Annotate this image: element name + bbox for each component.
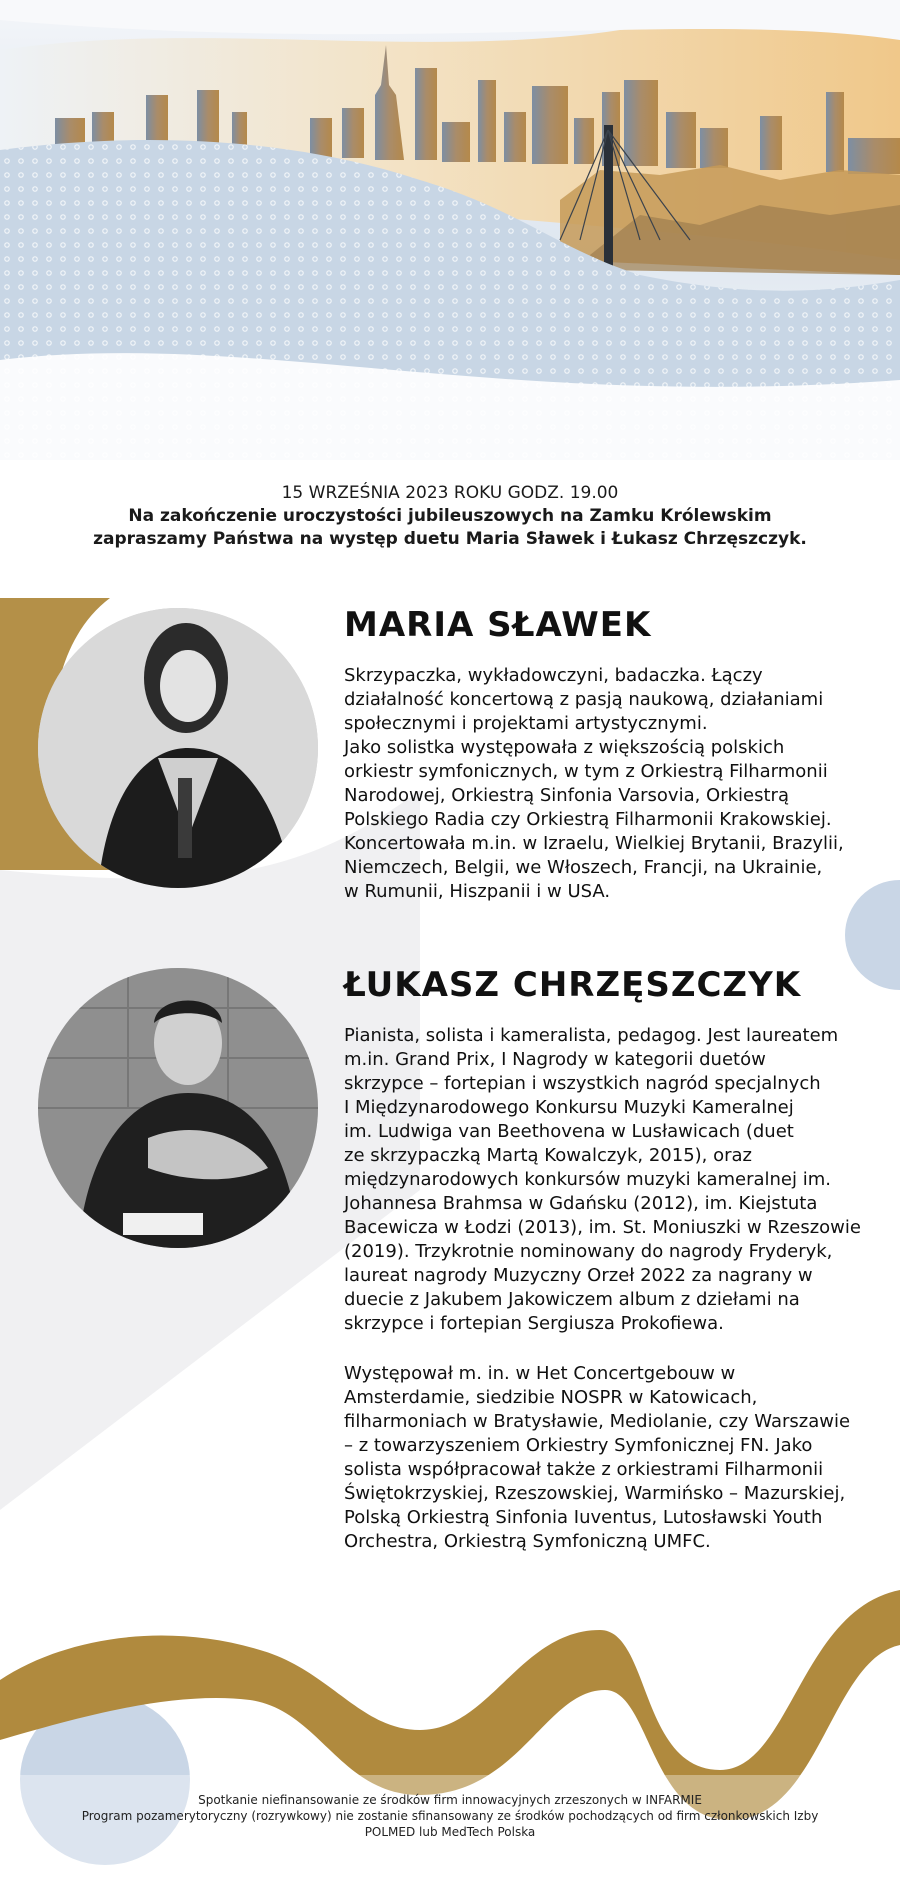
lukasz-chrzeszczyk-photo — [38, 968, 318, 1248]
bio-line: Niemczech, Belgii, we Włoszech, Francji, na Ukrainie, — [344, 857, 823, 878]
footer-line-3: POLMED lub MedTech Polska — [364, 1825, 536, 1839]
bio-line: społecznymi i projektami artystycznymi. — [344, 713, 708, 734]
bio-line: skrzypce i fortepian Sergiusza Prokofiewa. — [344, 1313, 724, 1334]
event-intro-line-1: Na zakończenie uroczystości jubileuszowych na Zamku Królewskim — [128, 506, 772, 526]
footer-decoration — [0, 1570, 900, 1900]
bio-line: w Rumunii, Hiszpanii i w USA. — [344, 881, 611, 902]
bio-line: międzynarodowych konkursów muzyki kameralnej im. — [344, 1169, 831, 1190]
bio-line: Polskiego Radia czy Orkiestrą Filharmonii Krakowskiej. — [344, 809, 832, 830]
bio-line: Pianista, solista i kameralista, pedagog. Jest laureatem — [344, 1025, 839, 1046]
bio-line: Narodowej, Orkiestrą Sinfonia Varsovia, Orkiestrą — [344, 785, 789, 806]
bio-line: Występował m. in. w Het Concertgebouw w — [344, 1363, 736, 1384]
bio-line: Koncertowała m.in. w Izraelu, Wielkiej Brytanii, Brazylii, — [344, 833, 844, 854]
artist-bio-lukasz — [344, 1024, 884, 1336]
bio-line: Jako solistka występowała z większością polskich — [344, 737, 785, 758]
event-intro — [0, 482, 900, 551]
bio-line: działalność koncertową z pasją naukową, działaniami — [344, 689, 824, 710]
bio-line: Skrzypaczka, wykładowczyni, badaczka. Łączy — [344, 665, 763, 686]
bio-line: Orchestra, Orkiestrą Symfoniczną UMFC. — [344, 1531, 711, 1552]
event-date: 15 WRZEŚNIA 2023 ROKU GODZ. 19.00 — [281, 483, 619, 503]
footer-line-2: Program pozamerytoryczny (rozrywkowy) nie zostanie sfinansowany ze środków pochodzących od firm członkowskich Izby — [81, 1809, 819, 1823]
bio-line: m.in. Grand Prix, I Nagrody w kategorii duetów — [344, 1049, 766, 1070]
bio-line: I Międzynarodowego Konkursu Muzyki Kameralnej — [344, 1097, 794, 1118]
bio-line: ze skrzypaczką Martą Kowalczyk, 2015), oraz — [344, 1145, 752, 1166]
bio-line: filharmoniach w Bratysławie, Mediolanie, czy Warszawie — [344, 1411, 851, 1432]
header-banner — [0, 0, 900, 460]
bio-line: im. Ludwiga van Beethovena w Lusławicach (duet — [344, 1121, 794, 1142]
artist-bio-lukasz-part2 — [344, 1362, 884, 1554]
footer-line-1: Spotkanie niefinansowanie ze środków firm innowacyjnych zrzeszonych w INFARMIE — [198, 1793, 702, 1807]
bio-line: Amsterdamie, siedzibie NOSPR w Katowicach, — [344, 1387, 758, 1408]
bio-line: laureat nagrody Muzyczny Orzeł 2022 za nagrany w — [344, 1265, 813, 1286]
artist-bio-maria — [344, 664, 884, 904]
bio-line: Świętokrzyskiej, Rzeszowskiej, Warmińsko – Mazurskiej, — [344, 1483, 846, 1504]
artist-name-maria: MARIA SŁAWEK — [344, 605, 652, 645]
bio-line: (2019). Trzykrotnie nominowany do nagrody Fryderyk, — [344, 1241, 833, 1262]
skyline-illustration — [0, 0, 900, 460]
bio-line: – z towarzyszeniem Orkiestry Symfonicznej FN. Jako — [344, 1435, 813, 1456]
bio-line: Polską Orkiestrą Sinfonia Iuventus, Lutosławski Youth — [344, 1507, 823, 1528]
bio-line: duecie z Jakubem Jakowiczem album z dziełami na — [344, 1289, 800, 1310]
bio-line: orkiestr symfonicznych, w tym z Orkiestrą Filharmonii — [344, 761, 828, 782]
maria-slawek-photo — [38, 608, 318, 888]
bio-line: Johannesa Brahmsa w Gdańsku (2012), im. Kiejstuta — [344, 1193, 818, 1214]
event-intro-line-2: zapraszamy Państwa na występ duetu Maria Sławek i Łukasz Chrzęszczyk. — [93, 529, 807, 549]
bio-line: skrzypce – fortepian i wszystkich nagród specjalnych — [344, 1073, 821, 1094]
bio-line: solista współpracował także z orkiestrami Filharmonii — [344, 1459, 824, 1480]
footer-disclaimer — [30, 1792, 870, 1840]
bio-line: Bacewicza w Łodzi (2013), im. St. Moniuszki w Rzeszowie — [344, 1217, 861, 1238]
artist-name-lukasz: ŁUKASZ CHRZĘSZCZYK — [344, 965, 802, 1005]
